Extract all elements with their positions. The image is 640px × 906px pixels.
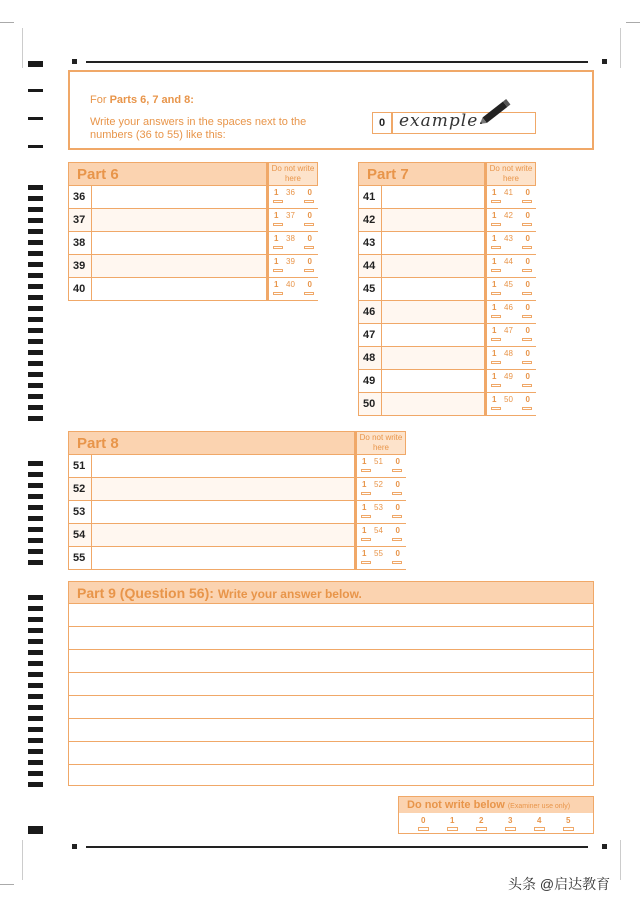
crop-mark — [0, 22, 14, 23]
score-box[interactable] — [534, 827, 545, 831]
mark-incorrect-label: 0 — [307, 280, 312, 289]
timing-mark — [28, 185, 43, 190]
answer-field[interactable] — [91, 455, 354, 477]
answer-row — [358, 347, 536, 370]
timing-mark — [28, 661, 43, 666]
timing-mark — [28, 372, 43, 377]
timing-mark — [28, 639, 43, 644]
mark-question-label: 37 — [286, 211, 295, 220]
marking-cell — [354, 455, 406, 477]
mark-correct-label: 1 — [492, 257, 497, 266]
mark-correct-box — [273, 292, 283, 295]
timing-mark — [28, 694, 43, 699]
timing-mark — [28, 328, 43, 333]
mark-correct-box — [361, 538, 371, 541]
mark-question-label: 50 — [504, 395, 513, 404]
mark-correct-label: 1 — [362, 526, 367, 535]
timing-mark — [28, 240, 43, 245]
question-number: 45 — [359, 278, 381, 300]
mark-incorrect-box — [304, 292, 314, 295]
example-answer: example — [399, 111, 479, 131]
timing-mark — [28, 672, 43, 677]
mark-question-label: 45 — [504, 280, 513, 289]
mark-incorrect-box — [522, 246, 532, 249]
timing-mark — [28, 89, 43, 92]
mark-incorrect-label: 0 — [525, 188, 530, 197]
marking-cell — [484, 347, 536, 369]
mark-incorrect-box — [304, 246, 314, 249]
mark-correct-label: 1 — [274, 188, 279, 197]
mark-correct-box — [491, 200, 501, 203]
question-number: 36 — [69, 186, 91, 208]
part-9-header — [68, 581, 594, 604]
question-number: 39 — [69, 255, 91, 277]
part-6-section — [68, 162, 318, 302]
question-number: 54 — [69, 524, 91, 546]
mark-correct-label: 1 — [492, 349, 497, 358]
timing-mark — [28, 295, 43, 300]
mark-incorrect-box — [392, 492, 402, 495]
mark-correct-box — [273, 200, 283, 203]
mark-question-label: 48 — [504, 349, 513, 358]
mark-incorrect-label: 0 — [307, 188, 312, 197]
marking-cell — [354, 478, 406, 500]
mark-incorrect-box — [522, 407, 532, 410]
answer-field[interactable] — [91, 278, 266, 300]
answer-row — [358, 186, 536, 209]
timing-mark — [28, 196, 43, 201]
question-number: 53 — [69, 501, 91, 523]
mark-incorrect-box — [522, 292, 532, 295]
marking-cell — [484, 186, 536, 208]
mark-question-label: 41 — [504, 188, 513, 197]
timing-mark — [28, 273, 43, 278]
answer-field[interactable] — [381, 347, 484, 369]
timing-mark — [28, 516, 43, 521]
marking-cell — [354, 524, 406, 546]
mark-incorrect-label: 0 — [307, 234, 312, 243]
part-7-header — [358, 162, 486, 186]
mark-correct-box — [491, 292, 501, 295]
timing-mark — [28, 760, 43, 765]
score-box[interactable] — [563, 827, 574, 831]
timing-mark — [28, 251, 43, 256]
answer-row — [68, 186, 318, 209]
mark-incorrect-label: 0 — [525, 349, 530, 358]
timing-mark — [28, 61, 43, 67]
left-margin-rule — [22, 28, 23, 68]
part-8-header — [68, 431, 356, 455]
do-not-write-header: Do not write here — [266, 162, 318, 186]
mark-incorrect-label: 0 — [307, 211, 312, 220]
answer-field[interactable] — [91, 209, 266, 231]
mark-correct-label: 1 — [362, 480, 367, 489]
timing-mark — [28, 416, 43, 421]
mark-question-label: 38 — [286, 234, 295, 243]
timing-mark — [28, 782, 43, 787]
answer-field[interactable] — [381, 209, 484, 231]
timing-mark — [28, 617, 43, 622]
answer-row — [358, 278, 536, 301]
part-8-title: Part 8 — [77, 435, 119, 452]
timing-mark — [28, 405, 43, 410]
answer-field[interactable] — [91, 478, 354, 500]
mark-question-label: 54 — [374, 526, 383, 535]
mark-correct-box — [273, 246, 283, 249]
timing-mark — [28, 383, 43, 388]
timing-mark — [28, 350, 43, 355]
corner-mark — [72, 844, 77, 849]
answer-row — [68, 232, 318, 255]
mark-correct-box — [491, 361, 501, 364]
part-9-title: Part 9 (Question 56): Write your answer below. — [77, 585, 362, 601]
question-number: 37 — [69, 209, 91, 231]
question-number: 46 — [359, 301, 381, 323]
mark-incorrect-box — [392, 561, 402, 564]
mark-incorrect-label: 0 — [525, 303, 530, 312]
timing-mark — [28, 705, 43, 710]
mark-correct-box — [491, 407, 501, 410]
answer-field[interactable] — [91, 524, 354, 546]
examiner-box — [398, 796, 594, 834]
answer-row — [68, 255, 318, 278]
mark-incorrect-label: 0 — [395, 503, 400, 512]
score-label: 0 — [421, 816, 426, 825]
timing-mark — [28, 826, 43, 834]
marking-cell — [484, 232, 536, 254]
question-number: 51 — [69, 455, 91, 477]
mark-correct-label: 1 — [492, 188, 497, 197]
marking-cell — [484, 301, 536, 323]
mark-correct-box — [491, 384, 501, 387]
mark-correct-box — [491, 269, 501, 272]
crop-mark — [0, 884, 14, 885]
timing-mark — [28, 738, 43, 743]
marking-cell — [354, 501, 406, 523]
score-label: 2 — [479, 816, 484, 825]
writing-line — [69, 718, 593, 719]
marking-cell — [354, 547, 406, 569]
timing-mark — [28, 207, 43, 212]
mark-correct-label: 1 — [492, 234, 497, 243]
mark-correct-box — [491, 315, 501, 318]
mark-correct-label: 1 — [492, 280, 497, 289]
question-number: 43 — [359, 232, 381, 254]
score-label: 5 — [566, 816, 571, 825]
mark-question-label: 47 — [504, 326, 513, 335]
mark-incorrect-label: 0 — [395, 457, 400, 466]
score-box[interactable] — [476, 827, 487, 831]
question-number: 50 — [359, 393, 381, 415]
answer-field[interactable] — [91, 232, 266, 254]
score-box[interactable] — [418, 827, 429, 831]
answer-field[interactable] — [91, 186, 266, 208]
answer-row — [68, 501, 406, 524]
top-rule — [86, 61, 588, 63]
answer-field[interactable] — [381, 232, 484, 254]
timing-mark — [28, 549, 43, 554]
mark-incorrect-box — [392, 469, 402, 472]
part-6-header — [68, 162, 268, 186]
mark-question-label: 44 — [504, 257, 513, 266]
mark-question-label: 55 — [374, 549, 383, 558]
timing-mark — [28, 483, 43, 488]
corner-mark — [602, 844, 607, 849]
mark-correct-box — [491, 246, 501, 249]
mark-incorrect-box — [522, 338, 532, 341]
mark-incorrect-box — [522, 361, 532, 364]
writing-line — [69, 695, 593, 696]
marking-cell — [484, 255, 536, 277]
part-6-title: Part 6 — [77, 166, 119, 183]
mark-correct-label: 1 — [492, 326, 497, 335]
mark-correct-label: 1 — [274, 280, 279, 289]
mark-incorrect-label: 0 — [525, 211, 530, 220]
answer-row — [68, 278, 318, 301]
corner-mark — [72, 59, 77, 64]
instructions-box — [68, 70, 594, 150]
writing-line — [69, 672, 593, 673]
question-number: 44 — [359, 255, 381, 277]
do-not-write-header: Do not write here — [484, 162, 536, 186]
mark-incorrect-label: 0 — [395, 549, 400, 558]
examiner-title: Do not write below (Examiner use only) — [407, 799, 571, 811]
mark-question-label: 39 — [286, 257, 295, 266]
marking-cell — [484, 324, 536, 346]
timing-mark — [28, 461, 43, 466]
answer-row — [358, 301, 536, 324]
answer-field[interactable] — [381, 186, 484, 208]
marking-cell — [484, 370, 536, 392]
mark-incorrect-box — [522, 384, 532, 387]
answer-row — [68, 455, 406, 478]
answer-row — [358, 324, 536, 347]
timing-mark — [28, 339, 43, 344]
mark-incorrect-box — [522, 200, 532, 203]
mark-correct-box — [491, 223, 501, 226]
timing-mark — [28, 716, 43, 721]
mark-question-label: 51 — [374, 457, 383, 466]
timing-mark — [28, 229, 43, 234]
instructions-text: Write your answers in the spaces next to the numbers (36 to 55) like this: — [90, 116, 307, 141]
marking-cell — [266, 232, 318, 254]
question-number: 41 — [359, 186, 381, 208]
answer-field[interactable] — [381, 370, 484, 392]
timing-mark — [28, 527, 43, 532]
timing-mark — [28, 749, 43, 754]
mark-incorrect-box — [304, 269, 314, 272]
answer-field[interactable] — [381, 278, 484, 300]
mark-question-label: 36 — [286, 188, 295, 197]
answer-row — [358, 209, 536, 232]
timing-mark — [28, 317, 43, 322]
mark-question-label: 42 — [504, 211, 513, 220]
timing-mark — [28, 606, 43, 611]
mark-incorrect-box — [304, 223, 314, 226]
timing-mark — [28, 218, 43, 223]
writing-line — [69, 764, 593, 765]
examiner-header — [399, 797, 593, 813]
answer-field[interactable] — [91, 501, 354, 523]
writing-line — [69, 741, 593, 742]
writing-line — [69, 649, 593, 650]
writing-line — [69, 626, 593, 627]
answer-row — [358, 370, 536, 393]
mark-incorrect-label: 0 — [395, 480, 400, 489]
mark-incorrect-label: 0 — [307, 257, 312, 266]
mark-correct-box — [273, 223, 283, 226]
mark-question-label: 43 — [504, 234, 513, 243]
timing-mark — [28, 472, 43, 477]
mark-correct-label: 1 — [362, 503, 367, 512]
score-box[interactable] — [505, 827, 516, 831]
mark-correct-box — [273, 269, 283, 272]
mark-correct-label: 1 — [492, 395, 497, 404]
mark-incorrect-label: 0 — [395, 526, 400, 535]
right-margin-rule — [620, 28, 621, 68]
timing-mark — [28, 284, 43, 289]
question-number: 49 — [359, 370, 381, 392]
part-7-section — [358, 162, 536, 414]
marking-cell — [266, 255, 318, 277]
timing-mark — [28, 505, 43, 510]
mark-correct-box — [361, 561, 371, 564]
corner-mark — [602, 59, 607, 64]
mark-incorrect-label: 0 — [525, 280, 530, 289]
mark-question-label: 46 — [504, 303, 513, 312]
crop-mark — [626, 22, 640, 23]
answer-row — [68, 547, 406, 570]
do-not-write-header: Do not write here — [354, 431, 406, 455]
answer-row — [68, 209, 318, 232]
mark-correct-label: 1 — [492, 303, 497, 312]
timing-mark — [28, 650, 43, 655]
answer-field[interactable] — [381, 393, 484, 415]
mark-correct-label: 1 — [274, 211, 279, 220]
mark-incorrect-label: 0 — [525, 326, 530, 335]
watermark: 头条 @启达教育 — [508, 876, 611, 892]
timing-mark — [28, 727, 43, 732]
timing-mark — [28, 595, 43, 600]
timing-mark — [28, 538, 43, 543]
answer-row — [358, 232, 536, 255]
timing-mark — [28, 771, 43, 776]
mark-correct-label: 1 — [274, 234, 279, 243]
score-label: 1 — [450, 816, 455, 825]
left-margin-rule — [22, 840, 23, 880]
marking-cell — [266, 278, 318, 300]
part-8-section — [68, 431, 406, 571]
timing-mark — [28, 494, 43, 499]
marking-cell — [484, 209, 536, 231]
example-number: 0 — [372, 112, 392, 134]
mark-incorrect-box — [304, 200, 314, 203]
question-number: 40 — [69, 278, 91, 300]
mark-correct-box — [361, 515, 371, 518]
question-number: 48 — [359, 347, 381, 369]
answer-row — [68, 478, 406, 501]
marking-cell — [266, 186, 318, 208]
mark-incorrect-label: 0 — [525, 372, 530, 381]
score-label: 4 — [537, 816, 542, 825]
question-number: 42 — [359, 209, 381, 231]
mark-question-label: 53 — [374, 503, 383, 512]
mark-question-label: 49 — [504, 372, 513, 381]
right-margin-rule — [620, 840, 621, 880]
answer-field[interactable] — [91, 547, 354, 569]
part-7-title: Part 7 — [367, 166, 409, 183]
answer-field[interactable] — [381, 255, 484, 277]
timing-mark — [28, 683, 43, 688]
marking-cell — [266, 209, 318, 231]
instructions-heading: For Parts 6, 7 and 8: — [90, 94, 194, 106]
timing-mark — [28, 560, 43, 565]
mark-correct-label: 1 — [274, 257, 279, 266]
mark-incorrect-box — [522, 315, 532, 318]
mark-correct-label: 1 — [492, 372, 497, 381]
timing-mark — [28, 145, 43, 148]
answer-field[interactable] — [381, 301, 484, 323]
timing-mark — [28, 306, 43, 311]
answer-field[interactable] — [381, 324, 484, 346]
mark-correct-box — [491, 338, 501, 341]
mark-incorrect-label: 0 — [525, 395, 530, 404]
mark-correct-label: 1 — [492, 211, 497, 220]
marking-cell — [484, 393, 536, 415]
question-number: 38 — [69, 232, 91, 254]
question-number: 52 — [69, 478, 91, 500]
timing-mark — [28, 394, 43, 399]
marking-cell — [484, 278, 536, 300]
mark-correct-box — [361, 469, 371, 472]
timing-mark — [28, 117, 43, 120]
question-number: 55 — [69, 547, 91, 569]
part-9-answer-area[interactable] — [68, 604, 594, 786]
bottom-rule — [86, 846, 588, 848]
answer-row — [358, 393, 536, 416]
pencil-icon — [476, 94, 516, 130]
mark-question-label: 40 — [286, 280, 295, 289]
mark-correct-label: 1 — [362, 549, 367, 558]
mark-question-label: 52 — [374, 480, 383, 489]
mark-correct-label: 1 — [362, 457, 367, 466]
mark-correct-box — [361, 492, 371, 495]
mark-incorrect-box — [392, 538, 402, 541]
timing-mark — [28, 628, 43, 633]
mark-incorrect-label: 0 — [525, 234, 530, 243]
answer-row — [358, 255, 536, 278]
score-box[interactable] — [447, 827, 458, 831]
score-label: 3 — [508, 816, 513, 825]
mark-incorrect-box — [522, 269, 532, 272]
answer-row — [68, 524, 406, 547]
timing-mark — [28, 262, 43, 267]
question-number: 47 — [359, 324, 381, 346]
timing-mark — [28, 361, 43, 366]
mark-incorrect-box — [392, 515, 402, 518]
mark-incorrect-label: 0 — [525, 257, 530, 266]
answer-field[interactable] — [91, 255, 266, 277]
mark-incorrect-box — [522, 223, 532, 226]
